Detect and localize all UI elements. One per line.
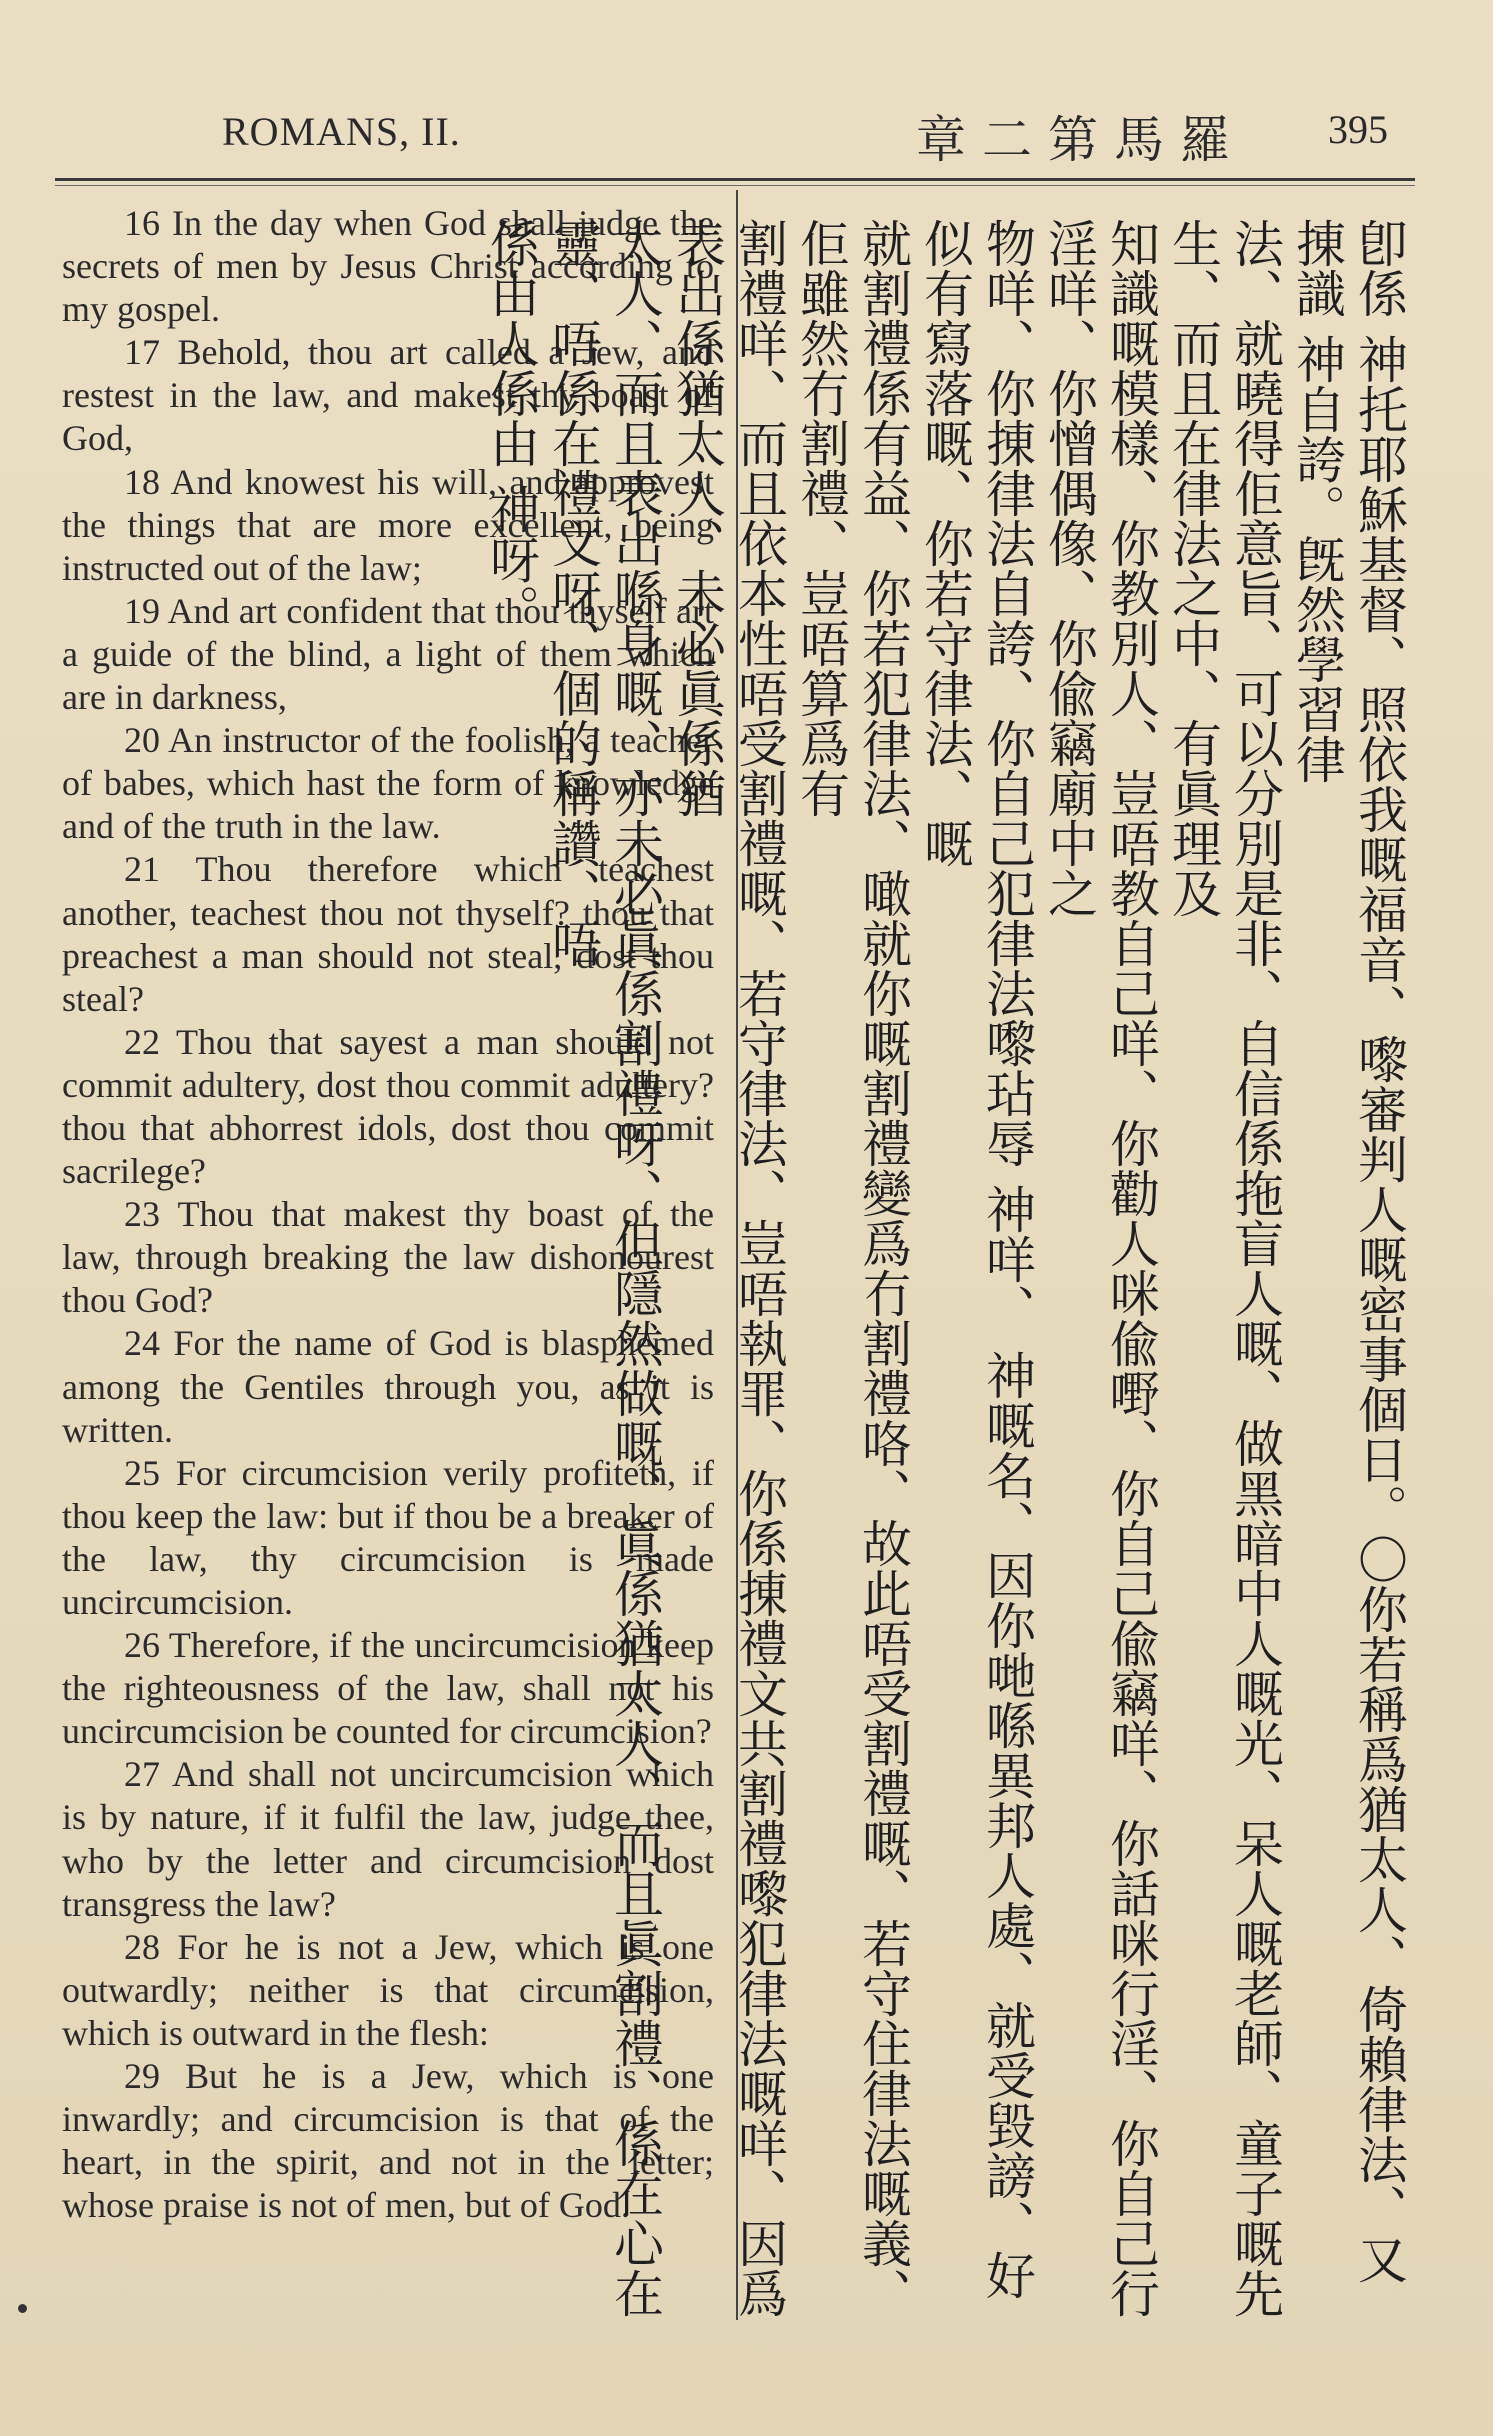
header-rule (55, 178, 1415, 181)
page-header-book-title: ROMANS, II. (222, 109, 461, 154)
verse-27: 27 And shall not uncircumcision which is by nature, if it fulfil the law, judge thee, who by the letter and circumcision dost transgress the law? (62, 1754, 714, 1924)
verse-28: 28 For he is not a Jew, which is one outwardly; neither is that circumcision, which is outward in the flesh: (62, 1926, 714, 2053)
chinese-column: 太人、而且表出喺身嘅、亦未必眞係割禮呀、但隱然做嘅、眞係猶太人、而且眞割禮、係在心在靈、唔係在禮文呀、個的稱讚、唔 (544, 218, 664, 2318)
verse-24: 24 For the name of God is blasphemed among the Gentiles through you, as it is written. (62, 1323, 714, 1450)
verse-17: 17 Behold, thou art called a Jew, and restest in the law, and makest thy boast of God, (62, 332, 714, 459)
verse-19: 19 And art confident that thou thyself art a guide of the blind, a light of them which are in darkness, (62, 590, 714, 718)
chinese-column: 係由人係由 神呀。 (482, 218, 540, 634)
chinese-column: 知識嘅模樣、你教別人、豈唔教自己咩、你勸人咪偸嘢、你自己偸竊咩、你話咪行淫、你自己行淫咩、你憎偶像、你偸竊廟中之 (1040, 218, 1160, 2318)
verse-20: 20 An instructor of the foolish, a teacher of babes, which hast the form of knowledge and of the truth in the law. (62, 720, 714, 847)
margin-dot-mark (18, 2304, 27, 2313)
verse-22: 22 Thou that sayest a man should not commit adultery, dost thou commit adultery? thou that abhorrest idols, dost thou commit sacrilege? (62, 1021, 714, 1192)
chinese-column: 卽係 神托耶穌基督、照依我嘅福音、嚟審判人嘅密事個日。〇你若稱爲猶太人、倚賴律法、又㨂識 神自誇。旣然學習律 (1288, 218, 1408, 2284)
verse-25: 25 For circumcision verily profiteth, if thou keep the law: but if thou be a breaker of the law, thy circumcision is made uncircumcision. (62, 1452, 714, 1622)
chinese-column: 物咩、你㨂律法自誇、你自己犯律法嚟玷辱 神咩、 神嘅名、因你哋喺異邦人處、就受毀謗、好似有寫落嘅、你若守律法、嘅 (916, 218, 1036, 2300)
verse-26: 26 Therefore, if the uncircumcision keep the righteousness of the law, shall not his uncircumcision be counted for circumcision? (62, 1625, 714, 1752)
chinese-text-column (482, 218, 1410, 2328)
verse-21: 21 Thou therefore which teachest another, teachest thou not thyself? thou that preachest a man should not steal, dost thou steal? (62, 849, 714, 1019)
page-header-chinese-title: 羅馬第二章 (916, 111, 1246, 169)
verse-29: 29 But he is a Jew, which is one inwardly; and circumcision is that of the heart, in the spirit, and not in the letter; whose praise is not of men, but of God. (62, 2056, 714, 2226)
chinese-column: 法、就曉得佢意旨、可以分別是非、自信係拖盲人嘅、做黑暗中人嘅光、呆人嘅老師、童子嘅先生、而且在律法之中、有眞理及 (1164, 218, 1284, 2318)
header-rule-thin (55, 185, 1415, 186)
verse-18: 18 And knowest his will, and approvest the things that are more excellent, being instructed out of the law; (62, 461, 714, 588)
chinese-column: 就割禮係有益、你若犯律法、噉就你嘅割禮變爲冇割禮咯、故此唔受割禮嘅、若守住律法嘅義、佢雖然冇割禮、豈唔算爲有 (792, 218, 912, 2318)
chinese-column: 割禮咩、而且依本性唔受割禮嘅、若守律法、豈唔執罪、你係㨂禮文共割禮嚟犯律法嘅咩、因爲表出係猶太人、未必眞係猶 (668, 218, 788, 2318)
verse-23: 23 Thou that makest thy boast of the law, through breaking the law dishonourest thou God? (62, 1194, 714, 1321)
page-number: 395 (1328, 107, 1388, 152)
verse-16: 16 In the day when God shall judge the secrets of men by Jesus Christ according to my gospel. (62, 203, 714, 330)
